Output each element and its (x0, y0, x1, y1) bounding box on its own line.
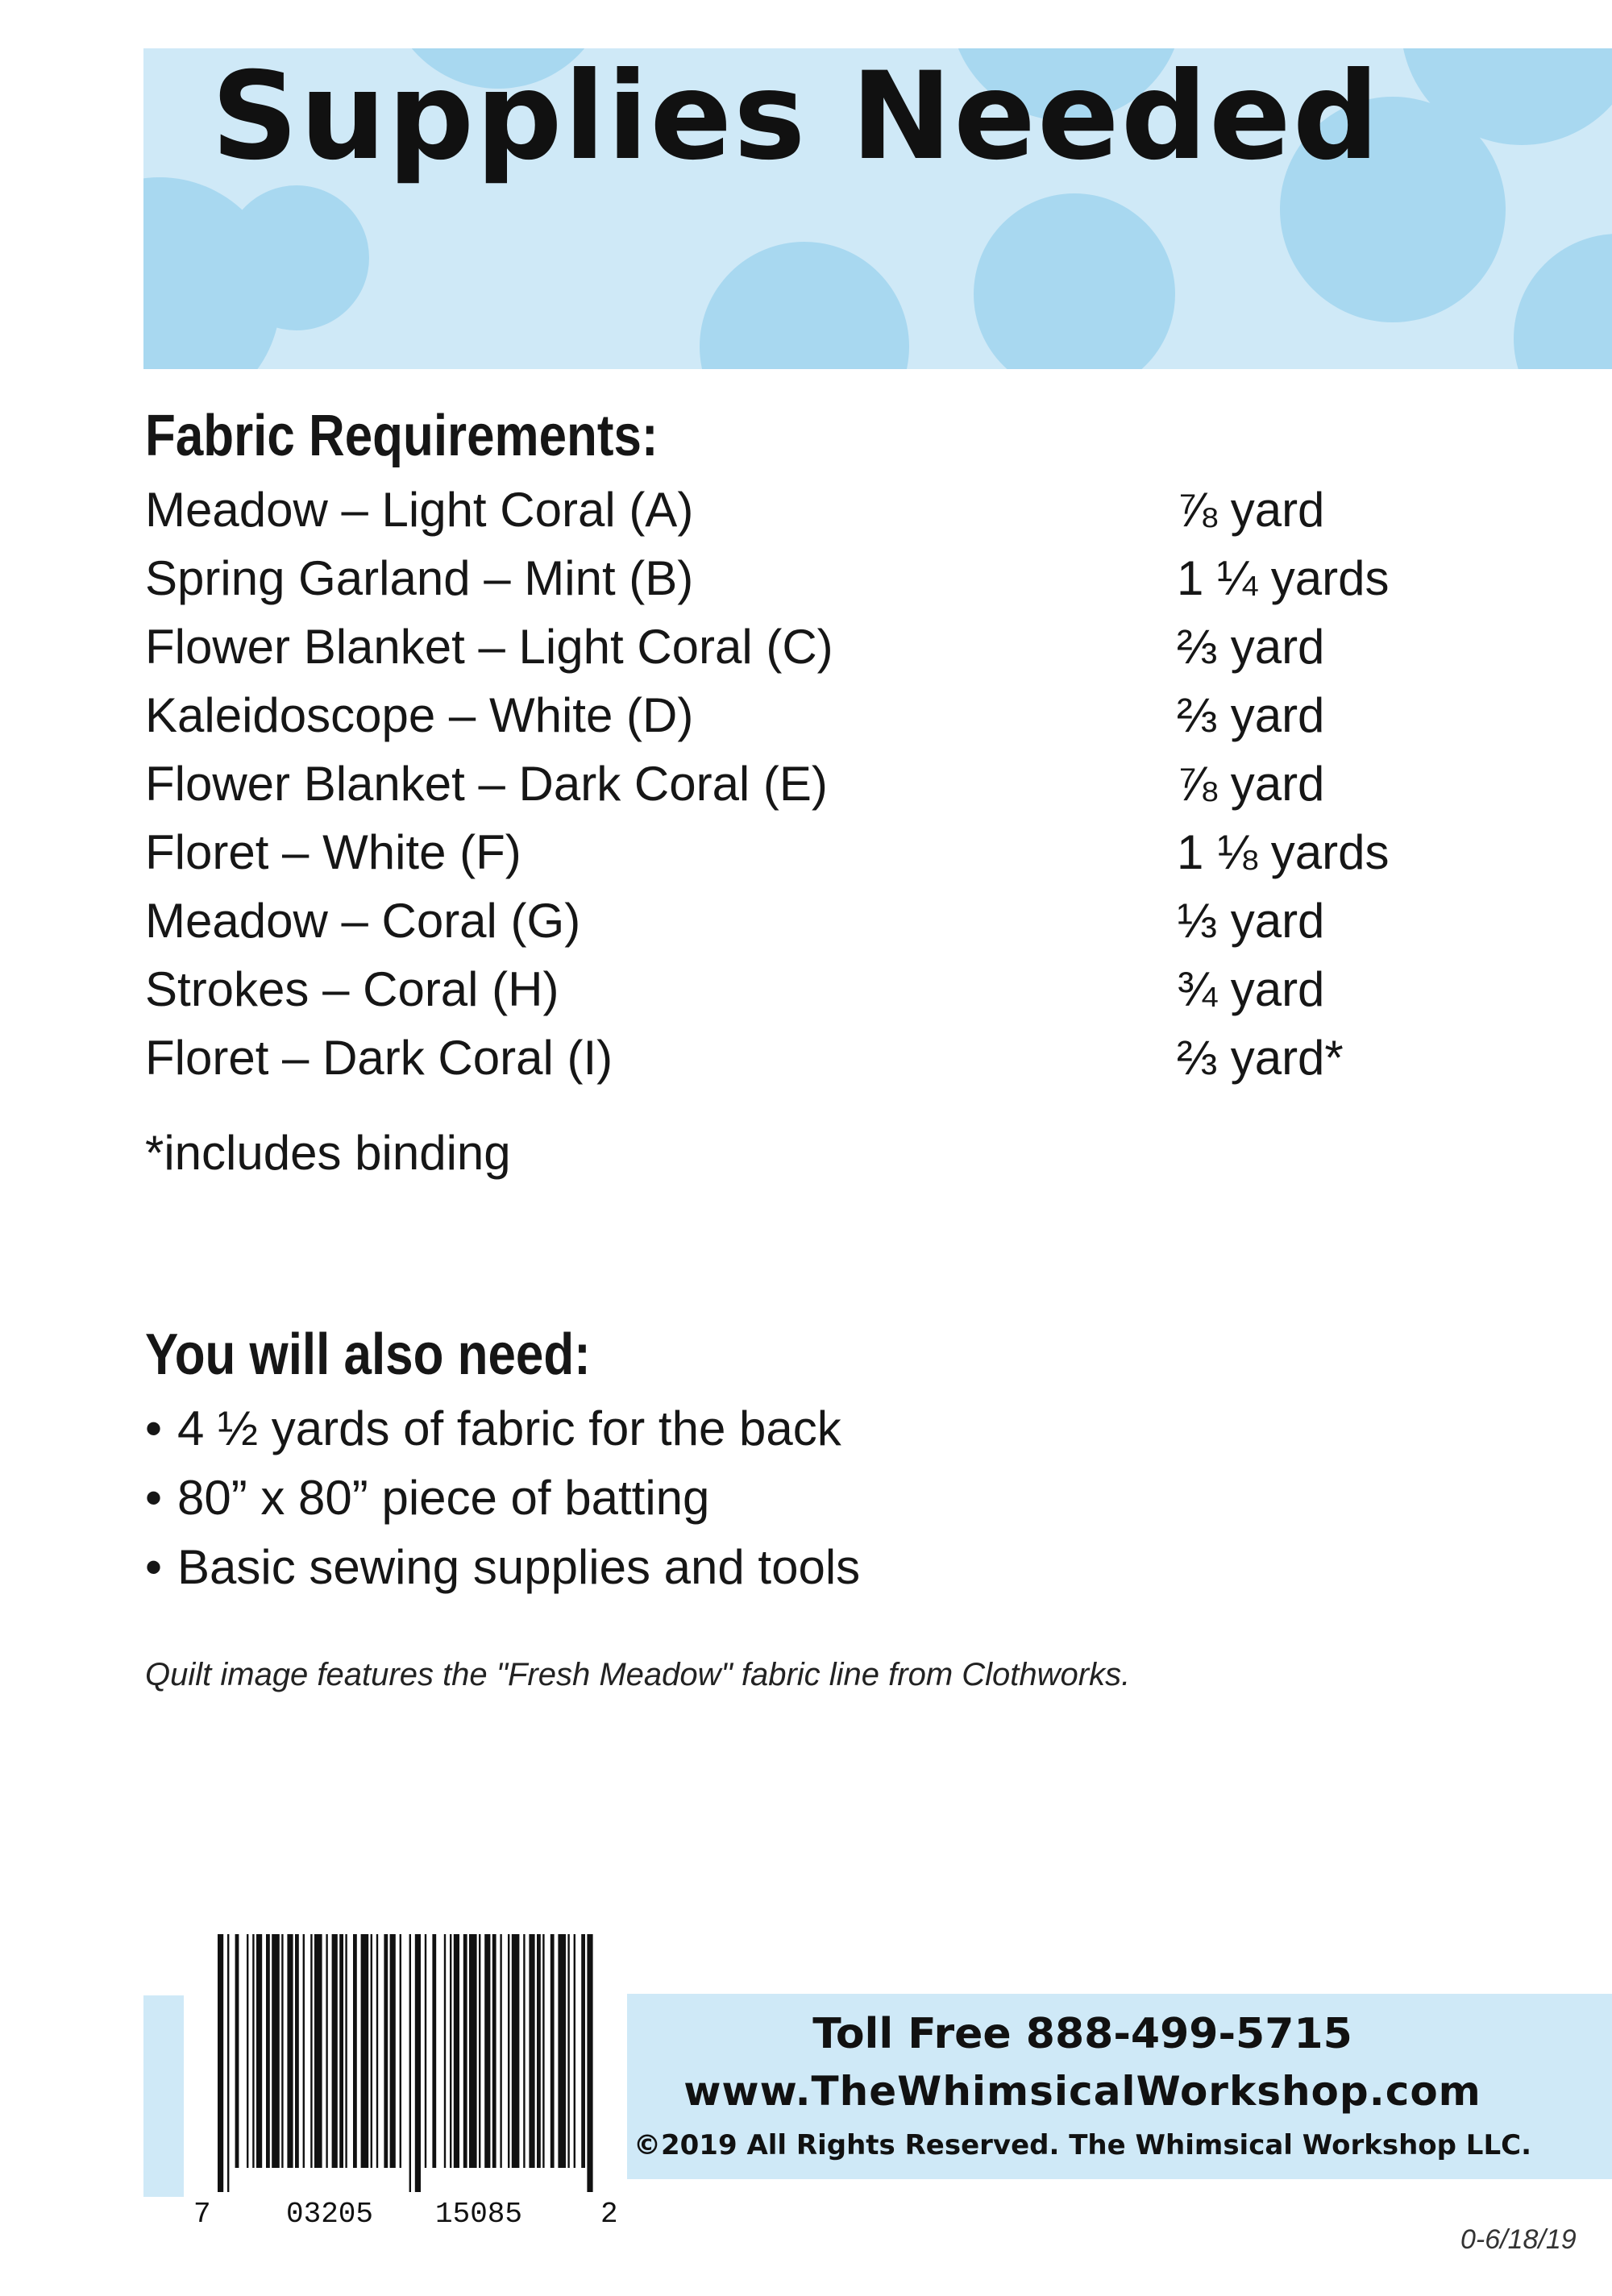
barcode-bar (450, 1934, 451, 2168)
barcode-bar (353, 1934, 357, 2168)
barcode-bar (371, 1934, 372, 2168)
barcode-accent (143, 1995, 184, 2197)
fabric-name: Meadow – Coral (G) (145, 894, 581, 948)
barcode-bar (529, 1934, 534, 2168)
fabric-amount: ⅞ yard (1177, 757, 1325, 811)
bullet: • (145, 1540, 163, 1594)
website-link[interactable]: www.TheWhimsicalWorkshop.com (683, 2068, 1481, 2115)
banner-dot (700, 242, 909, 369)
barcode-bar (574, 1934, 575, 2168)
barcode-bar (345, 1934, 347, 2168)
version-code: 0-6/18/19 (1460, 2224, 1577, 2255)
list-item-text: 80” x 80” piece of batting (177, 1471, 710, 1525)
bullet: • (145, 1401, 163, 1455)
barcode-bar (484, 1934, 490, 2168)
barcode-bar (256, 1934, 262, 2168)
fabric-heading: Fabric Requirements: (145, 404, 659, 468)
barcode-bar (415, 1934, 421, 2192)
fabric-name: Kaleidoscope – White (D) (145, 688, 694, 742)
barcode-bar (469, 1934, 477, 2168)
barcode-bar (287, 1934, 293, 2168)
barcode-bar (567, 1934, 569, 2168)
barcode-bar (463, 1934, 467, 2168)
fabric-amount: ⅞ yard (1177, 483, 1325, 537)
fabric-row (145, 544, 1435, 612)
list-item-text: 4 ½ yards of fabric for the back (177, 1401, 841, 1455)
barcode-bar (400, 1934, 401, 2168)
fabric-name: Meadow – Light Coral (A) (145, 483, 694, 537)
fabric-name: Floret – Dark Coral (I) (145, 1031, 613, 1085)
fabric-row (145, 1023, 1435, 1092)
list-item-text: Basic sewing supplies and tools (177, 1540, 861, 1594)
contact-box (627, 1994, 1612, 2179)
fabric-row (145, 475, 1435, 544)
list-item (145, 1464, 860, 1533)
fabric-row (145, 886, 1435, 955)
barcode-bar (266, 1934, 270, 2168)
barcode-bar (326, 1934, 327, 2168)
barcode-bar (272, 1934, 280, 2168)
barcode-bar (454, 1934, 459, 2168)
barcode-bar (310, 1934, 312, 2168)
barcode-bar (432, 1934, 436, 2168)
fabric-amount: ⅔ yard* (1177, 1031, 1344, 1085)
banner-dot (224, 185, 369, 330)
banner-dot (1514, 234, 1612, 369)
barcode-bar (361, 1934, 369, 2168)
barcode-bar (444, 1934, 446, 2168)
fabric-row (145, 818, 1435, 886)
barcode-bar (314, 1934, 322, 2168)
barcode-bar (558, 1934, 566, 2168)
barcode-bar (508, 1934, 509, 2168)
barcode-bar (550, 1934, 555, 2168)
barcode-digits-left: 03205 (286, 2198, 374, 2231)
fabric-amount: ¾ yard (1177, 962, 1325, 1016)
fabric-amount: 1 ¼ yards (1177, 551, 1390, 605)
fabric-amount: ⅓ yard (1177, 894, 1325, 948)
barcode-bar (512, 1934, 520, 2168)
fabric-amount: 1 ⅛ yards (1177, 825, 1390, 879)
fabric-name: Strokes – Coral (H) (145, 962, 559, 1016)
barcode-bar (247, 1934, 248, 2168)
barcode-bar (252, 1934, 254, 2168)
barcode-bar (281, 1934, 283, 2168)
barcode-bar (492, 1934, 496, 2168)
barcode-bar (384, 1934, 388, 2168)
fabric-row (145, 955, 1435, 1023)
barcode-bar (409, 1934, 411, 2192)
list-item (145, 1394, 860, 1464)
fabric-name: Flower Blanket – Light Coral (C) (145, 620, 833, 674)
banner-dot (974, 193, 1175, 369)
barcode-bar (537, 1934, 541, 2168)
also-need-heading: You will also need: (145, 1322, 591, 1387)
barcode-bar (376, 1934, 378, 2168)
barcode-bar (425, 1934, 426, 2168)
barcode-bar (295, 1934, 299, 2168)
barcode-bar (581, 1934, 585, 2168)
barcode-bar (339, 1934, 343, 2168)
barcode-bar (235, 1934, 239, 2168)
barcode-digit-last: 2 (600, 2198, 618, 2231)
list-item (145, 1533, 860, 1602)
copyright: ©2019 All Rights Reserved. The Whimsical Workshop LLC. (633, 2129, 1531, 2161)
phone-number: Toll Free 888-499-5715 (812, 2010, 1352, 2058)
fabric-credit: Quilt image features the "Fresh Meadow" fabric line from Clothworks. (145, 1657, 1131, 1692)
barcode-bar (218, 1934, 223, 2192)
fabric-row (145, 749, 1435, 818)
also-need-list (145, 1394, 860, 1602)
fabric-row (145, 681, 1435, 749)
barcode-bar (479, 1934, 480, 2168)
barcode (218, 1934, 596, 2192)
fabric-name: Spring Garland – Mint (B) (145, 551, 694, 605)
barcode-bar (390, 1934, 396, 2168)
fabric-row (145, 612, 1435, 681)
barcode-digits-right: 15085 (435, 2198, 523, 2231)
barcode-bar (227, 1934, 229, 2192)
barcode-digit-first: 7 (193, 2198, 211, 2231)
barcode-bar (587, 1934, 592, 2192)
barcode-bar (523, 1934, 525, 2168)
barcode-bar (303, 1934, 305, 2168)
fabric-name: Flower Blanket – Dark Coral (E) (145, 757, 828, 811)
fabric-list (145, 475, 1435, 1092)
binding-note: *includes binding (145, 1126, 511, 1180)
barcode-bar (500, 1934, 501, 2168)
fabric-name: Floret – White (F) (145, 825, 521, 879)
bullet: • (145, 1471, 163, 1525)
barcode-bar (332, 1934, 338, 2168)
fabric-amount: ⅔ yard (1177, 688, 1325, 742)
barcode-bar (542, 1934, 544, 2168)
page-title: Supplies Needed (211, 47, 1381, 187)
fabric-amount: ⅔ yard (1177, 620, 1325, 674)
